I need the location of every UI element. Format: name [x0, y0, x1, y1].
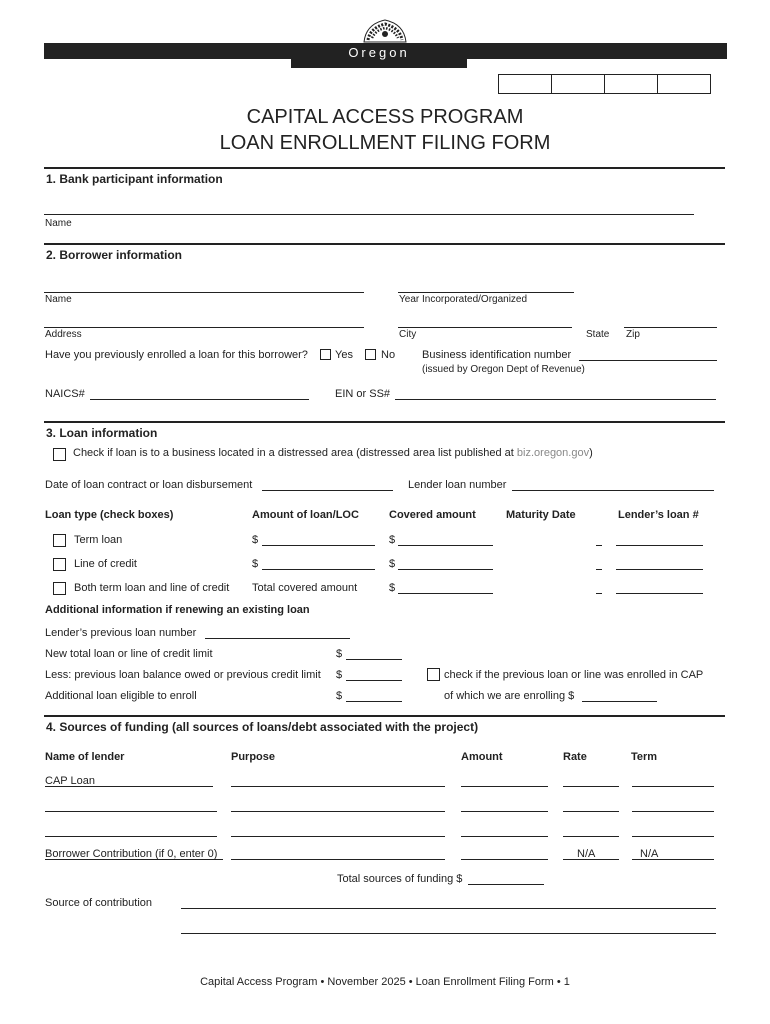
section-divider [44, 715, 725, 717]
lender-field[interactable] [45, 836, 217, 837]
state-name: Oregon [348, 45, 410, 60]
term-loan-covered-field[interactable] [398, 545, 493, 546]
col-funding-amount: Amount [461, 751, 503, 763]
zip-field[interactable] [624, 327, 717, 328]
col-loan-type: Loan type (check boxes) [45, 509, 174, 521]
both-loan-checkbox[interactable] [53, 582, 66, 595]
section4-heading: 4. Sources of funding (all sources of loans/debt associated with the project) [46, 720, 479, 734]
of-which-field[interactable] [582, 701, 657, 702]
loc-maturity-field[interactable] [596, 569, 602, 570]
term-loan-checkbox[interactable] [53, 534, 66, 547]
section2-heading: 2. Borrower information [46, 248, 183, 262]
both-maturity-field[interactable] [596, 593, 602, 594]
loc-lender-number-field[interactable] [616, 569, 703, 570]
col-lender-name: Name of lender [45, 751, 125, 763]
business-id-label: Business identification number [422, 349, 572, 361]
rate-field[interactable] [563, 836, 619, 837]
distressed-area-checkbox[interactable] [53, 448, 66, 461]
purpose-field[interactable] [231, 811, 445, 812]
covered-prefix: $ [389, 558, 396, 570]
distressed-area-link[interactable]: biz.oregon.gov [516, 447, 590, 459]
section3-heading: 3. Loan information [46, 426, 158, 440]
col-maturity: Maturity Date [506, 509, 576, 521]
purpose-field[interactable] [231, 836, 445, 837]
loan-date-field[interactable] [262, 490, 393, 491]
less-previous-label: Less: previous loan balance owed or previous credit limit [45, 669, 321, 681]
col-term: Term [631, 751, 658, 763]
total-covered-label: Total covered amount [252, 582, 358, 594]
term-loan-lender-number-field[interactable] [616, 545, 703, 546]
source-contribution-label: Source of contribution [45, 897, 153, 909]
col-rate: Rate [563, 751, 587, 763]
term-loan-maturity-field[interactable] [596, 545, 602, 546]
city-field[interactable] [398, 327, 572, 328]
both-lender-number-field[interactable] [616, 593, 703, 594]
total-sources-label: Total sources of funding $ [337, 873, 463, 885]
term-na-underline [632, 859, 714, 860]
lender-field[interactable] [45, 786, 213, 787]
line-of-credit-label: Line of credit [74, 558, 137, 570]
total-sources-field[interactable] [468, 884, 544, 885]
source-contribution-field-2[interactable] [181, 933, 716, 934]
covered-prefix: $ [389, 534, 396, 546]
ein-field[interactable] [395, 399, 716, 400]
col-lender-loan: Lender’s loan # [618, 509, 699, 521]
business-id-note: (issued by Oregon Dept of Revenue) [422, 364, 585, 375]
bank-name-label: Name [45, 218, 72, 229]
loc-covered-field[interactable] [398, 569, 493, 570]
loan-date-label: Date of loan contract or loan disbursement [45, 479, 253, 491]
naics-field[interactable] [90, 399, 309, 400]
total-covered-field[interactable] [398, 593, 493, 594]
borrower-name-label: Name [45, 294, 72, 305]
lender-field[interactable] [45, 811, 217, 812]
state-label: State [586, 329, 610, 340]
line-of-credit-checkbox[interactable] [53, 558, 66, 571]
section-divider [44, 421, 725, 423]
cap-loan-label: CAP Loan [45, 775, 95, 787]
yes-label: Yes [335, 349, 353, 361]
business-id-field[interactable] [579, 360, 717, 361]
amount-field[interactable] [461, 811, 548, 812]
bank-name-field[interactable] [44, 214, 694, 215]
prev-enrolled-cap-label: check if the previous loan or line was enrolled in CAP [444, 669, 704, 681]
section1-heading: 1. Bank participant information [46, 172, 223, 186]
additional-eligible-field[interactable] [346, 701, 402, 702]
rate-field[interactable] [563, 786, 619, 787]
rate-field[interactable] [563, 811, 619, 812]
address-field[interactable] [44, 327, 364, 328]
office-use-boxes[interactable] [499, 74, 711, 94]
lender-loan-number-label: Lender loan number [408, 479, 507, 491]
page-footer: Capital Access Program • November 2025 • Loan Enrollment Filing Form • 1 [200, 976, 570, 988]
zip-label: Zip [626, 329, 640, 340]
amount-prefix: $ [252, 534, 259, 546]
rate-na: N/A [577, 848, 596, 860]
prev-enrolled-question: Have you previously enrolled a loan for this borrower? [45, 349, 308, 361]
oregon-seal-icon [360, 14, 410, 44]
section-divider [44, 243, 725, 245]
lender-loan-number-field[interactable] [512, 490, 714, 491]
prev-enrolled-cap-checkbox[interactable] [427, 668, 440, 681]
col-covered: Covered amount [389, 509, 476, 521]
less-previous-field[interactable] [346, 680, 402, 681]
amount-field[interactable] [461, 786, 548, 787]
distressed-area-text: Check if loan is to a business located in a distressed area (distressed area list published at biz.oregon.gov) [73, 447, 593, 459]
dollar-sign: $ [336, 690, 343, 702]
year-incorporated-field[interactable] [398, 292, 574, 293]
dollar-sign: $ [336, 669, 343, 681]
renewing-heading: Additional information if renewing an existing loan [45, 604, 310, 616]
col-purpose: Purpose [231, 751, 276, 763]
additional-eligible-label: Additional loan eligible to enroll [45, 690, 197, 702]
new-total-field[interactable] [346, 659, 402, 660]
loc-amount-field[interactable] [262, 569, 375, 570]
form-title-line2: LOAN ENROLLMENT FILING FORM [219, 132, 551, 154]
amount-field[interactable] [461, 859, 548, 860]
term-field[interactable] [632, 811, 714, 812]
term-field[interactable] [632, 836, 714, 837]
covered-prefix: $ [389, 582, 396, 594]
both-loan-label: Both term loan and line of credit [74, 582, 230, 594]
prev-loan-number-field[interactable] [205, 638, 350, 639]
term-loan-amount-field[interactable] [262, 545, 375, 546]
address-label: Address [45, 329, 82, 340]
borrower-name-field[interactable] [44, 292, 364, 293]
city-label: City [399, 329, 417, 340]
naics-label: NAICS# [45, 388, 85, 400]
borrower-contribution-underline [45, 859, 223, 860]
form-title-line1: CAPITAL ACCESS PROGRAM [246, 106, 524, 128]
prev-loan-number-label: Lender’s previous loan number [45, 627, 197, 639]
no-label: No [381, 349, 396, 361]
amount-field[interactable] [461, 836, 548, 837]
term-field[interactable] [632, 786, 714, 787]
purpose-field[interactable] [231, 786, 445, 787]
source-contribution-field[interactable] [181, 908, 716, 909]
term-loan-label: Term loan [74, 534, 123, 546]
dollar-sign: $ [336, 648, 343, 660]
of-which-label: of which we are enrolling $ [444, 690, 575, 702]
amount-prefix: $ [252, 558, 259, 570]
yes-checkbox[interactable] [320, 349, 331, 360]
new-total-label: New total loan or line of credit limit [45, 648, 213, 660]
no-checkbox[interactable] [365, 349, 376, 360]
borrower-contribution-label: Borrower Contribution (if 0, enter 0) [45, 848, 218, 860]
section-divider [44, 167, 725, 169]
rate-na-underline [563, 859, 619, 860]
ein-label: EIN or SS# [335, 388, 391, 400]
term-na: N/A [640, 848, 659, 860]
year-incorporated-label: Year Incorporated/Organized [399, 294, 528, 305]
purpose-field[interactable] [231, 859, 445, 860]
col-amount: Amount of loan/LOC [252, 509, 359, 521]
